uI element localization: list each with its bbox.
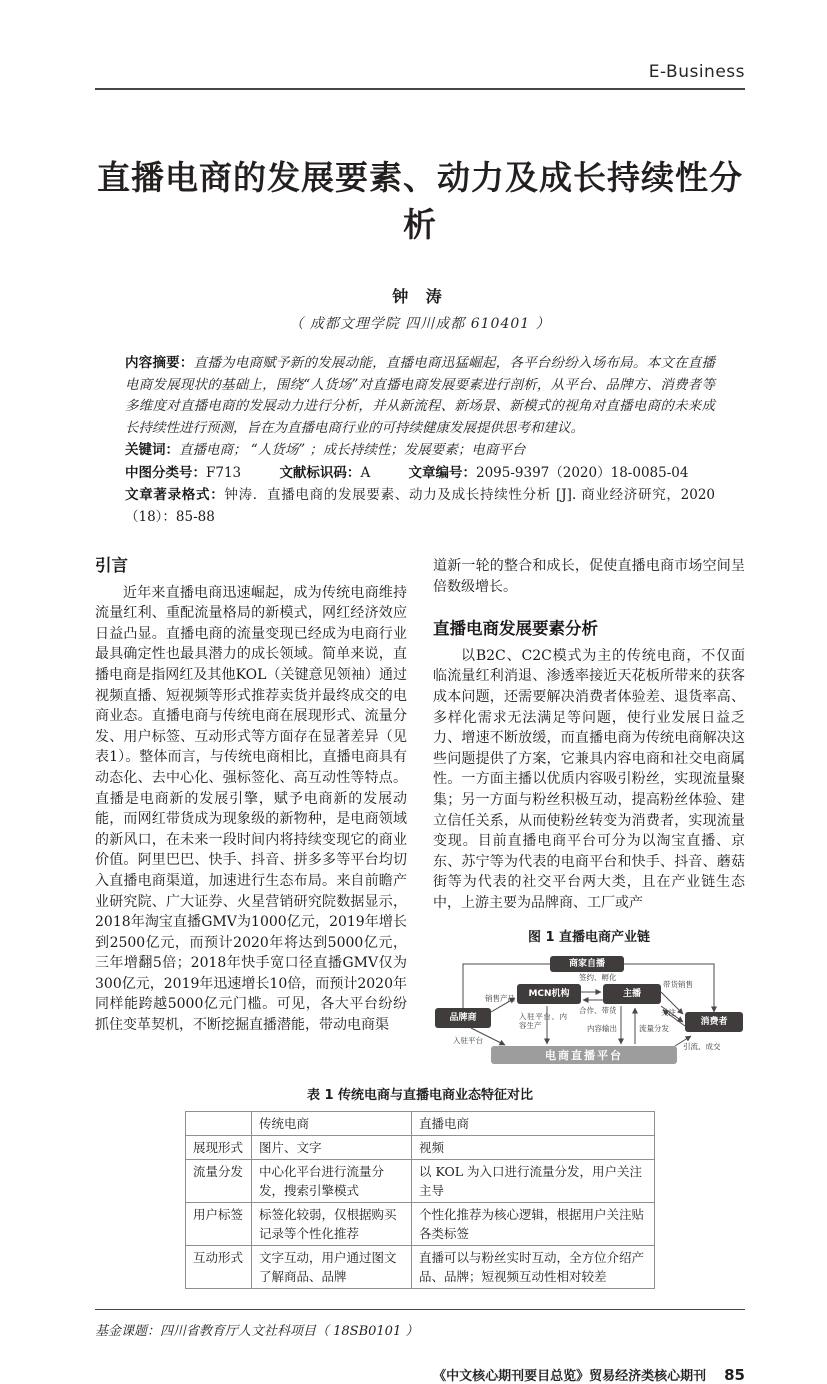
table-header-row <box>186 1112 655 1136</box>
left-column <box>95 556 407 1074</box>
edge-label-convert: 引流、成交 <box>683 1042 721 1052</box>
citation-text: 钟涛．直播电商的发展要素、动力及成长持续性分析 [J]. 商业经济研究，2020（18）：85-88 <box>125 487 715 525</box>
table-row <box>186 1203 655 1246</box>
header-rule <box>95 88 745 90</box>
row-label: 流量分发 <box>186 1160 252 1203</box>
abstract-label: 内容摘要： <box>125 355 194 371</box>
cell-live: 以 KOL 为入口进行流量分发，用户关注主导 <box>412 1160 655 1203</box>
author-name: 钟 涛 <box>392 287 448 306</box>
running-head: E-Business <box>648 62 745 82</box>
clc-label: 中图分类号： <box>125 464 206 481</box>
node-platform: 电商直播平台 <box>491 1046 677 1064</box>
right-column <box>433 556 745 1074</box>
body-columns <box>95 556 745 1074</box>
node-anchor: 主播 <box>603 984 661 1004</box>
analysis-paragraph: 以B2C、C2C模式为主的传统电商，不仅面临流量红利消退、渗透率接近天花板所带来的获客成本问题，还需要解决消费者体验差、退货率高、多样化需求无法满足等问题，使行业发展日益乏力、增速不断放缓，而直播电商为传统电商解决这些问题提供了方案，它兼具内容电商和社交电商属性。一方面主播以优质内容吸引粉丝，实现流量聚集；另一方面与粉丝积极互动，提高粉丝体验、建立信任关系，从而使粉丝转变为消费者，实现流量变现。目前直播电商平台可分为以淘宝直播、京东、苏宁等为代表的电商平台和快手、抖音、蘑菇街等为代表的社交平台两大类，且在产业链生态中，上游主要为品牌商、工厂或产 <box>433 647 745 911</box>
edge-label-sign: 签约、孵化 <box>579 973 617 983</box>
cell-traditional: 图片、文字 <box>252 1136 412 1160</box>
edge-label-join-platform: 入驻平台 <box>453 1036 483 1046</box>
author-affiliation: （ 成都文理学院 四川成都 610401 ） <box>289 316 551 332</box>
col-header-live: 直播电商 <box>412 1112 655 1136</box>
node-consumer: 消费者 <box>685 1012 743 1032</box>
col-header-traditional: 传统电商 <box>252 1112 412 1136</box>
intro-paragraph-continued: 道新一轮的整合和成长，促使直播电商市场空间呈倍数级增长。 <box>433 558 745 595</box>
article-id-label: 文章编号： <box>408 464 476 481</box>
keywords-text: 直播电商； “人货场” ；成长持续性；发展要素；电商平台 <box>179 442 526 458</box>
citation-row <box>125 485 715 528</box>
intro-paragraph: 近年来直播电商迅速崛起，成为传统电商维持流量红利、重配流量格局的新模式，网红经济效应日益凸显。直播电商的流量变现已经成为电商行业最具确定性也最具潜力的成长领域。简单来说，直播电商是指网红及其他KOL（关键意见领袖）通过视频直播、短视频等形式推荐卖货并最终成交的电商业态。直播电商与传统电商在展现形式、流量分发、用户标签、互动形式等方面存在显著差异（见表1）。整体而言，与传统电商相比，直播电商具有动态化、去中心化、强标签化、高互动性等特点。直播是电商新的发展引擎，赋予电商新的发展动能，而网红带货成为现象级的新物种，是电商领域的新风口，在未来一段时间内将持续变现它的商业价值。阿里巴巴、快手、抖音、拼多多等平台均切入直播电商渠道，加速进行生态布局。来自前瞻产业研究院、广大证券、火星营销研究院数据显示，2018年淘宝直播GMV为1000亿元，2019年增长到2500亿元，而预计2020年将达到5000亿元，三年增翻5倍；2018年快手宽口径直播GMV仅为300亿元，2019年迅速增长10倍，而预计2020年同样能跨越5000亿元门槛。可见，各大平台纷纷抓住变革契机，不断挖掘直播潜能，带动电商渠 <box>95 584 407 1034</box>
abstract-row <box>125 353 715 439</box>
table-row <box>186 1160 655 1203</box>
edge-label-follow: 关注 <box>661 1008 676 1018</box>
keywords-row <box>125 440 715 462</box>
cell-traditional: 标签化较弱，仅根据购买记录等个性化推荐 <box>252 1203 412 1246</box>
cell-live: 直播可以与粉丝实时互动，全方位介绍产品、品牌；短视频互动性相对较差 <box>412 1246 655 1289</box>
clc-value: F713 <box>206 464 242 481</box>
keywords-label: 关键词： <box>125 442 179 458</box>
node-mcn: MCN机构 <box>517 984 581 1004</box>
node-merchant-live: 商家自播 <box>550 956 624 972</box>
doc-code-value: A <box>360 464 371 481</box>
abstract-text: 直播为电商赋予新的发展动能，直播电商迅猛崛起，各平台纷纷入场布局。本文在直播电商发展现状的基础上，围绕“人货场”对直播电商发展要素进行剖析，从平台、品牌方、消费者等多维度对直播电商的发展动力进行分析，并从新流程、新场景、新模式的视角对直播电商的未来成长持续性进行预测，旨在为直播电商行业的可持续健康发展提供思考和建议。 <box>125 355 716 436</box>
citation-label: 文章著录格式： <box>125 487 225 503</box>
fund-note: 基金课题：四川省教育厅人文社科项目（ 18SB0101 ） <box>95 1324 419 1340</box>
cell-live: 个性化推荐为核心逻辑，根据用户关注贴各类标签 <box>412 1203 655 1246</box>
meta-block <box>125 353 715 528</box>
node-brand: 品牌商 <box>435 1008 491 1028</box>
row-label: 展现形式 <box>186 1136 252 1160</box>
footer-rule <box>95 1309 745 1310</box>
table-caption: 表 1 传统电商与直播电商业态特征对比 <box>306 1088 534 1104</box>
row-label: 用户标签 <box>186 1203 252 1246</box>
analysis-heading: 直播电商发展要素分析 <box>433 619 598 639</box>
journal-name: 《中文核心期刊要目总览》贸易经济类核心期刊 <box>433 1369 707 1384</box>
row-label: 互动形式 <box>186 1246 252 1289</box>
edge-label-sell-product: 销售产品 <box>485 994 515 1004</box>
intro-heading: 引言 <box>95 556 128 575</box>
industry-chain-diagram <box>435 956 743 1074</box>
article-id-value: 2095-9397（2020）18-0085-04 <box>475 464 689 481</box>
paper-title: 直播电商的发展要素、动力及成长持续性分析 <box>97 158 743 244</box>
journal-line <box>95 1365 745 1384</box>
figure-caption: 图 1 直播电商产业链 <box>527 929 651 945</box>
cell-traditional: 中心化平台进行流量分发，搜索引擎模式 <box>252 1160 412 1203</box>
classification-row <box>125 463 715 485</box>
cell-traditional: 文字互动，用户通过图文了解商品、品牌 <box>252 1246 412 1289</box>
edge-label-coop: 合作、带货 <box>579 1006 617 1016</box>
edge-label-content-out: 内容输出 <box>587 1024 617 1034</box>
doc-code-label: 文献标识码： <box>279 464 361 481</box>
edge-label-traffic-dist: 流量分发 <box>639 1024 669 1034</box>
table-row <box>186 1246 655 1289</box>
edge-label-join-platform-content: 入驻平台、内容生产 <box>519 1012 567 1031</box>
page-number: 85 <box>724 1366 745 1384</box>
comparison-table <box>185 1111 655 1289</box>
table-row <box>186 1136 655 1160</box>
edge-label-sell-goods: 带货销售 <box>663 980 693 990</box>
cell-live: 视频 <box>412 1136 655 1160</box>
